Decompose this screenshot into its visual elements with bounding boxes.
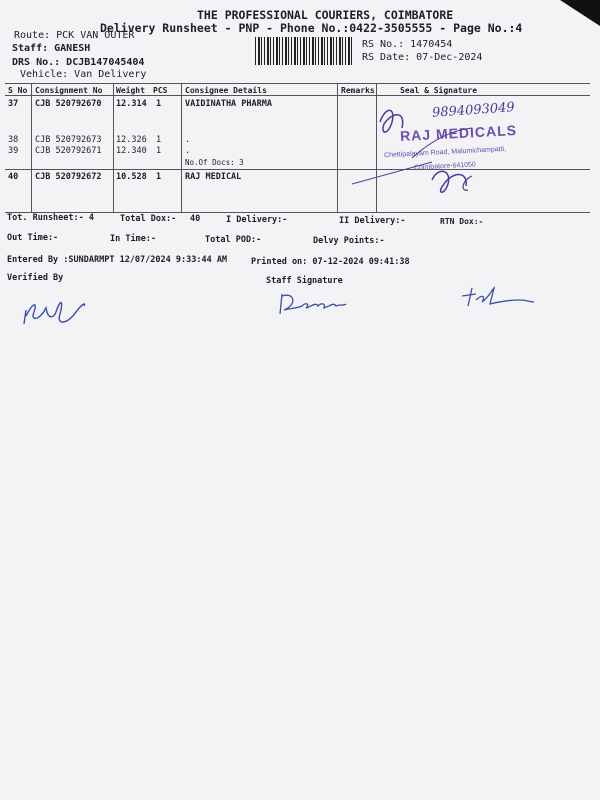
out-time-label: Out Time:- (7, 233, 59, 243)
stamp-company-name: RAJ MEDICALS (399, 121, 518, 145)
row-40-sno: 40 (8, 172, 19, 182)
receiver-signature (372, 100, 532, 210)
entered-by: Entered By :SUNDARMPT 12/07/2024 9:33:44 AM (7, 255, 228, 265)
runsheet-title: Delivery Runsheet - PNP - Phone No.:0422-3505555 - Page No.:4 (100, 21, 523, 35)
col-divider (113, 83, 114, 212)
delvy-points-label: Delvy Points:- (313, 236, 385, 246)
verifier-signature (20, 290, 90, 330)
col-header-seal-signature: Seal & Signature (400, 86, 478, 95)
staff-signature (276, 288, 356, 318)
col-header-sno: S No (8, 86, 28, 95)
row-37-weight: 12.314 (116, 99, 147, 109)
row-38-pcs: 1 (156, 135, 162, 145)
total-runsheet: Tot. Runsheet:- 4 (7, 213, 94, 223)
rs-date: RS Date: 07-Dec-2024 (362, 52, 483, 63)
row-39-weight: 12.340 (116, 146, 147, 156)
total-dox-label: Total Dox:- (120, 214, 177, 224)
vehicle-label: Vehicle: Van Delivery (20, 69, 147, 80)
row-37-sno: 37 (8, 99, 19, 109)
col-divider (181, 83, 182, 212)
barcode (255, 37, 353, 65)
printed-on: Printed on: 07-12-2024 09:41:38 (251, 257, 410, 267)
staff-label: Staff: GANESH (12, 43, 91, 54)
drs-number: DRS No.: DCJB147045404 (12, 57, 145, 68)
company-title: THE PROFESSIONAL COURIERS, COIMBATORE (197, 8, 454, 22)
col-header-pcs: PCS (153, 86, 168, 95)
total-dox-value: 40 (190, 214, 201, 224)
stamp-address-line1: Chettipalayam Road, Malumichampatti, (383, 145, 507, 160)
col-header-remarks: Remarks (341, 86, 375, 95)
row-39-pcs: 1 (156, 146, 162, 156)
supervisor-signature (458, 284, 538, 310)
col-header-consignment: Consignment No (35, 86, 103, 95)
verified-by-label: Verified By (7, 273, 64, 283)
row-40-consignment: CJB 520792672 (35, 172, 102, 182)
row-40-consignee: RAJ MEDICAL (185, 172, 242, 182)
col-header-weight: Weight (116, 86, 145, 95)
table-header-rule (5, 95, 590, 96)
col-divider (337, 83, 338, 212)
i-delivery-label: I Delivery:- (226, 215, 288, 225)
row-38-weight: 12.326 (116, 135, 147, 145)
col-header-consignee: Consignee Details (185, 86, 267, 95)
row-39-consignment: CJB 520792671 (35, 146, 102, 156)
total-pod-label: Total POD:- (205, 235, 262, 245)
ii-delivery-label: II Delivery:- (339, 216, 406, 226)
rtn-dox-label: RTN Dox:- (440, 217, 484, 226)
no-of-docs: No.Of Docs: 3 (185, 158, 244, 167)
col-divider (31, 83, 32, 212)
row-39-sno: 39 (8, 146, 19, 156)
stamp-address-line2: Coimbatore-641050 (413, 161, 477, 172)
route-label: Route: PCK VAN OUTER (14, 30, 135, 41)
row-37-pcs: 1 (156, 99, 162, 109)
table-top-rule (5, 83, 590, 84)
staff-signature-label: Staff Signature (266, 276, 343, 286)
rs-number: RS No.: 1470454 (362, 39, 453, 50)
scan-corner-artifact (560, 0, 600, 26)
row-40-weight: 10.528 (116, 172, 147, 182)
row-38-consignment: CJB 520792673 (35, 135, 102, 145)
row-37-consignee: VAIDINATHA PHARMA (185, 99, 272, 109)
in-time-label: In Time:- (110, 234, 157, 244)
row-39-consignee: . (185, 146, 191, 156)
row-37-consignment: CJB 520792670 (35, 99, 102, 109)
row-40-pcs: 1 (156, 172, 162, 182)
row-38-sno: 38 (8, 135, 19, 145)
row-38-consignee: . (185, 135, 191, 145)
handwritten-phone: 9894093049 (431, 100, 516, 121)
